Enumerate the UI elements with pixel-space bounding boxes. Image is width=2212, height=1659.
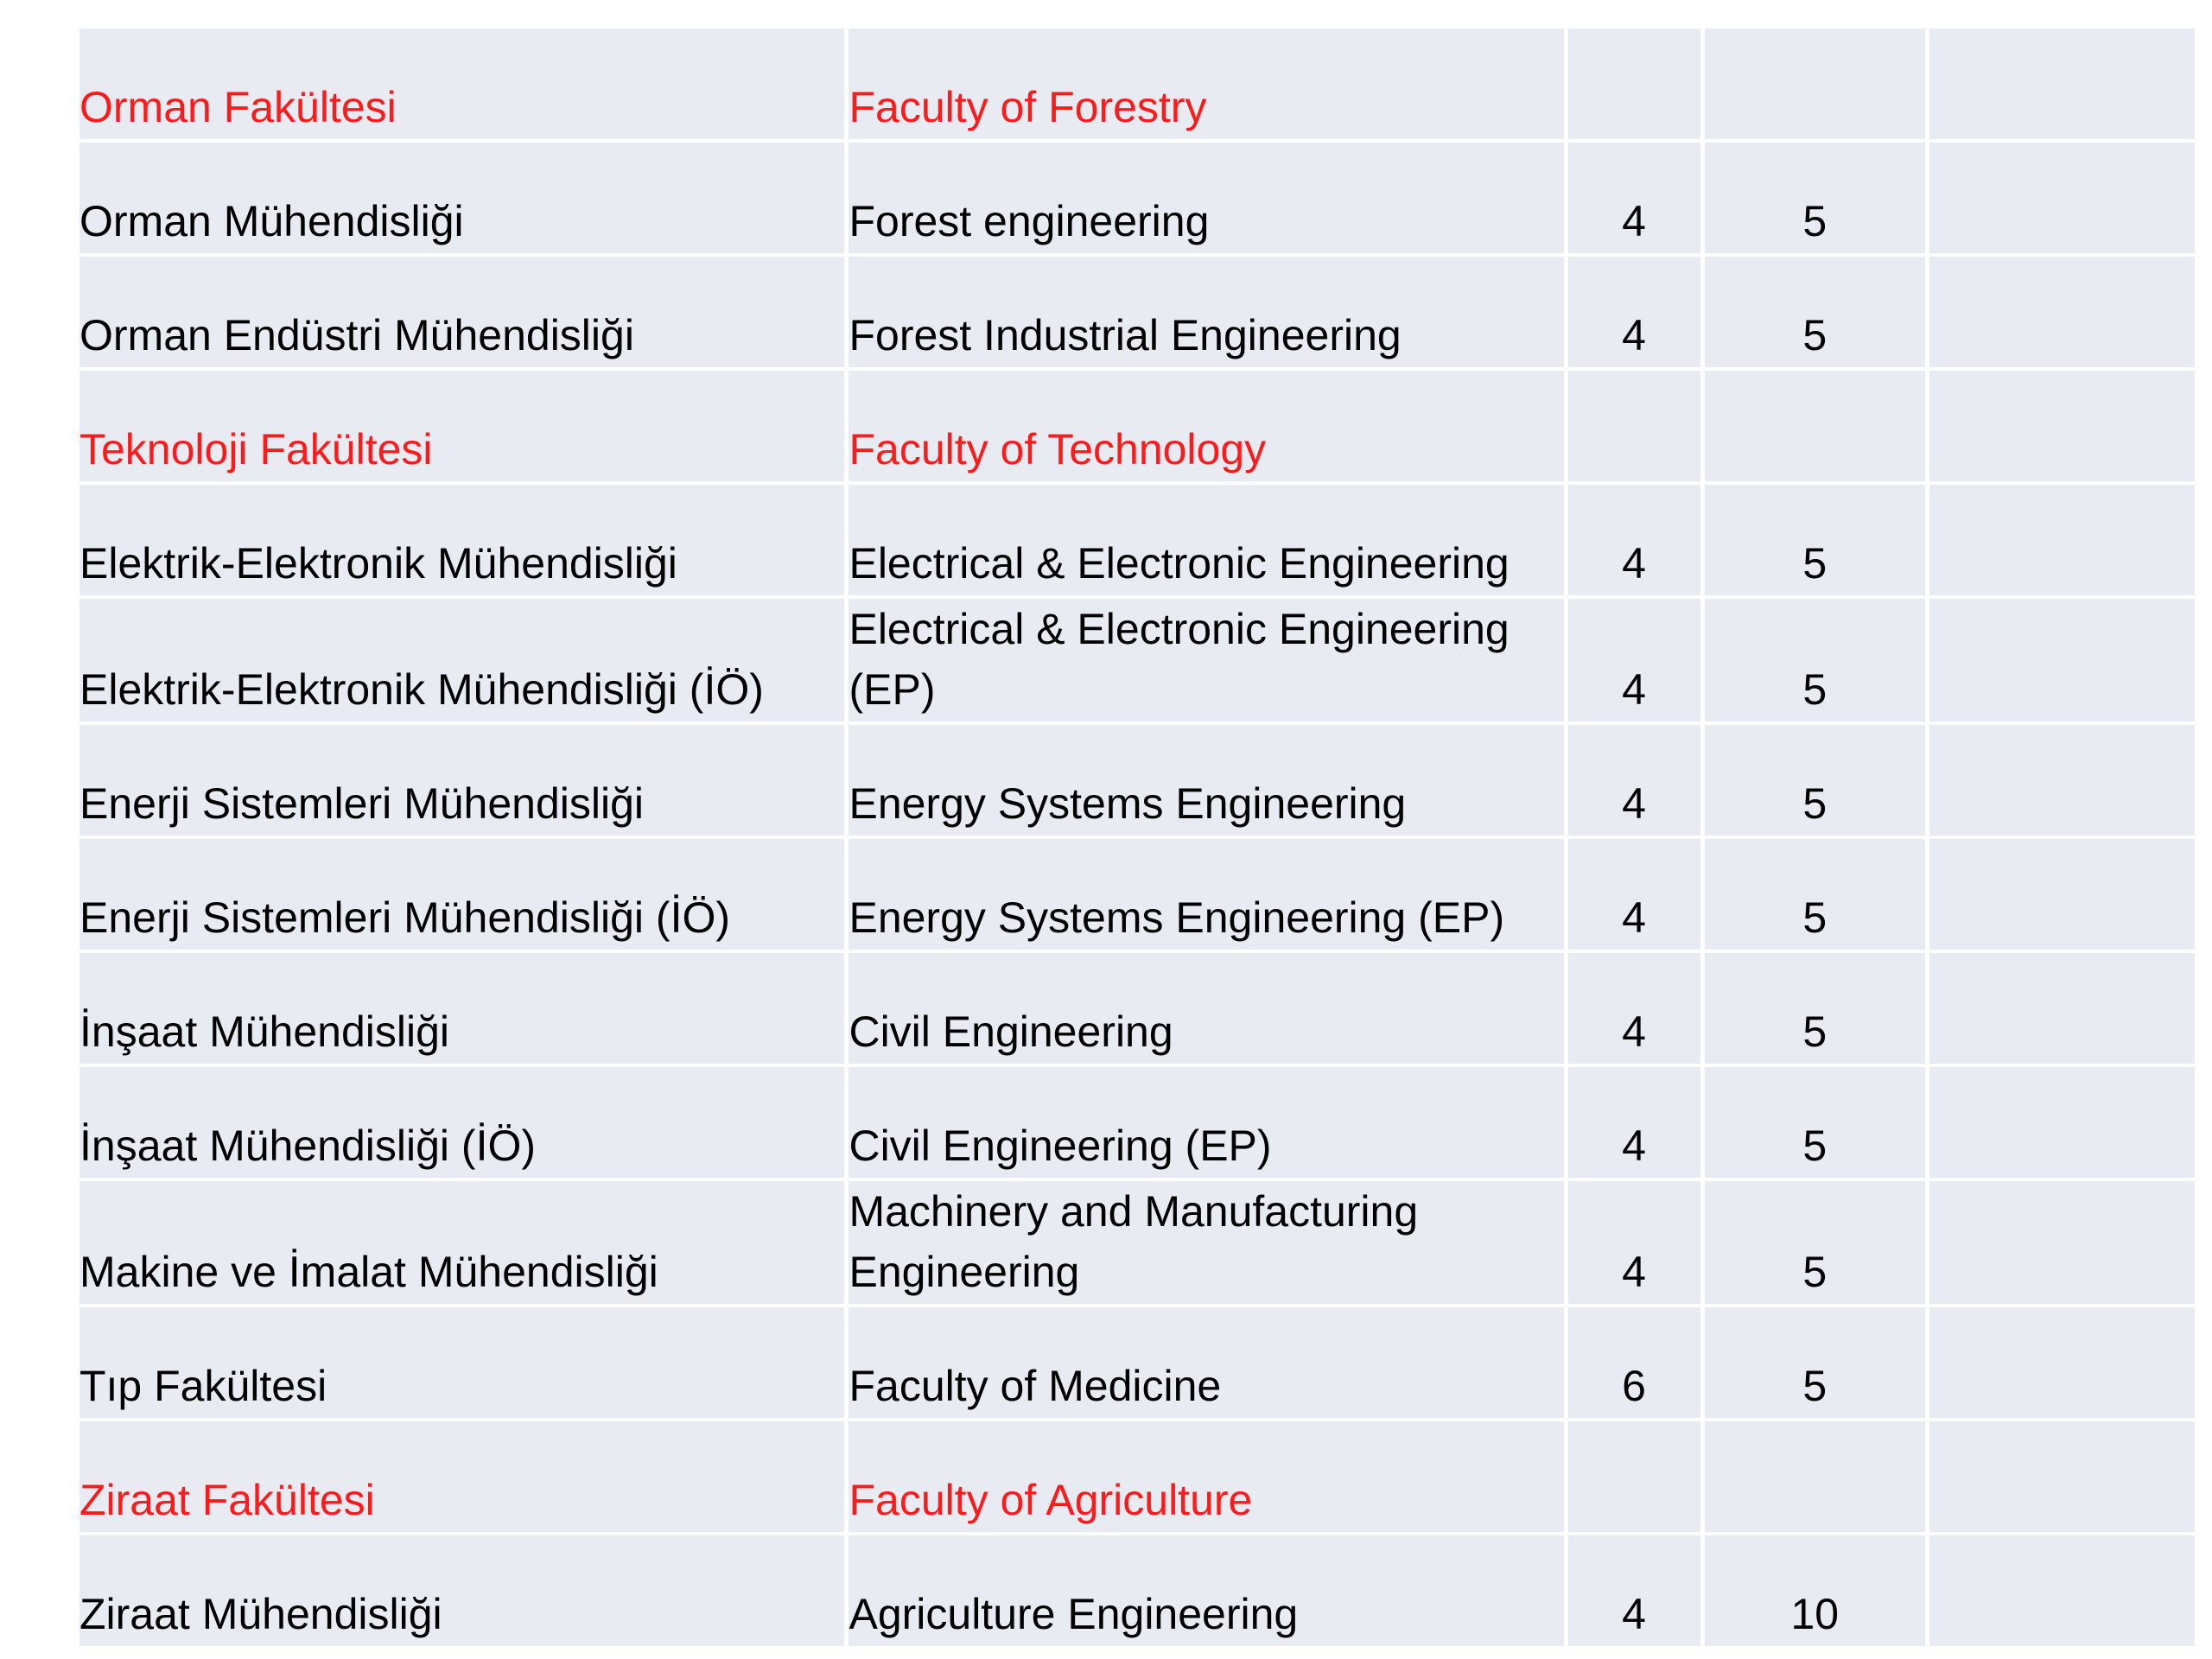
english-name-cell — [849, 371, 1563, 481]
table-row — [79, 485, 2195, 595]
english-name-cell — [849, 1535, 1563, 1646]
quota-value: 5 — [1802, 665, 1827, 714]
english-name-cell — [849, 1421, 1563, 1532]
years-cell — [1568, 1181, 1700, 1304]
extra-cell — [1929, 599, 2195, 721]
turkish-name: Teknoloji Fakültesi — [79, 425, 433, 474]
turkish-name: Enerji Sistemleri Mühendisliği — [79, 779, 645, 828]
english-name-cell — [849, 1067, 1563, 1178]
quota-value: 10 — [1790, 1590, 1840, 1638]
english-name-cell — [849, 725, 1563, 836]
extra-value — [1929, 720, 2195, 721]
extra-value — [1929, 834, 2195, 836]
english-name: Civil Engineering — [849, 1007, 1173, 1056]
extra-value — [1929, 365, 2195, 367]
table-row — [79, 143, 2195, 253]
table-row-faculty-header — [79, 1421, 2195, 1532]
english-name: Forest engineering — [849, 197, 1210, 245]
turkish-name-cell — [79, 1307, 844, 1418]
table-row — [79, 257, 2195, 367]
english-name-cell — [849, 143, 1563, 253]
quota-value — [1705, 1530, 1926, 1532]
turkish-name: Orman Endüstri Mühendisliği — [79, 311, 634, 359]
extra-cell — [1929, 1307, 2195, 1418]
english-name-cell — [849, 29, 1563, 139]
english-name: Forest Industrial Engineering — [849, 311, 1402, 359]
quota-cell — [1705, 953, 1926, 1064]
turkish-name-cell — [79, 599, 844, 721]
years-value: 4 — [1622, 1590, 1646, 1638]
quota-value: 5 — [1802, 539, 1827, 588]
years-cell — [1568, 599, 1700, 721]
english-name: Agriculture Engineering — [849, 1590, 1299, 1638]
turkish-name: İnşaat Mühendisliği — [79, 1007, 450, 1056]
english-name-cell — [849, 1181, 1563, 1304]
table-row-faculty-header — [79, 29, 2195, 139]
table-row — [79, 725, 2195, 836]
quota-cell — [1705, 371, 1926, 481]
turkish-name-cell — [79, 839, 844, 950]
turkish-name-cell — [79, 953, 844, 1064]
quota-cell — [1705, 599, 1926, 721]
extra-cell — [1929, 725, 2195, 836]
turkish-name: Orman Fakültesi — [79, 83, 397, 131]
turkish-name-cell — [79, 143, 844, 253]
years-value: 4 — [1622, 539, 1646, 588]
quota-cell — [1705, 1067, 1926, 1178]
quota-cell — [1705, 1181, 1926, 1304]
turkish-name: Elektrik-Elektronik Mühendisliği (İÖ) — [79, 665, 764, 714]
extra-value — [1929, 594, 2195, 595]
english-name-cell — [849, 839, 1563, 950]
turkish-name-cell — [79, 1067, 844, 1178]
extra-value — [1929, 480, 2195, 481]
years-cell — [1568, 1421, 1700, 1532]
quota-cell — [1705, 257, 1926, 367]
turkish-name: İnşaat Mühendisliği (İÖ) — [79, 1122, 537, 1170]
quota-value — [1705, 137, 1926, 139]
years-cell — [1568, 143, 1700, 253]
quota-cell — [1705, 1421, 1926, 1532]
english-name: Faculty of Technology — [849, 425, 1267, 474]
quota-value: 5 — [1802, 779, 1827, 828]
turkish-name-cell — [79, 371, 844, 481]
quota-value: 5 — [1802, 893, 1827, 942]
years-value — [1568, 1530, 1700, 1532]
years-value: 6 — [1622, 1362, 1646, 1410]
years-value: 4 — [1622, 311, 1646, 359]
extra-cell — [1929, 1535, 2195, 1646]
years-cell — [1568, 29, 1700, 139]
extra-cell — [1929, 953, 2195, 1064]
programs-table — [75, 25, 2199, 1649]
years-cell — [1568, 485, 1700, 595]
turkish-name-cell — [79, 485, 844, 595]
english-name: Electrical & Electronic Engineering — [849, 539, 1510, 588]
table-row — [79, 1067, 2195, 1178]
english-name-cell — [849, 953, 1563, 1064]
programs-table-container — [79, 29, 2195, 1649]
years-value — [1568, 480, 1700, 481]
turkish-name: Ziraat Fakültesi — [79, 1476, 375, 1524]
extra-cell — [1929, 1181, 2195, 1304]
turkish-name: Tıp Fakültesi — [79, 1362, 327, 1410]
turkish-name: Orman Mühendisliği — [79, 197, 464, 245]
extra-cell — [1929, 143, 2195, 253]
table-row — [79, 1181, 2195, 1304]
quota-value: 5 — [1802, 311, 1827, 359]
quota-cell — [1705, 1307, 1926, 1418]
extra-value — [1929, 1062, 2195, 1064]
extra-cell — [1929, 371, 2195, 481]
quota-value — [1705, 480, 1926, 481]
years-value: 4 — [1622, 893, 1646, 942]
table-row — [79, 599, 2195, 721]
years-cell — [1568, 953, 1700, 1064]
extra-value — [1929, 948, 2195, 950]
turkish-name-cell — [79, 1421, 844, 1532]
years-value: 4 — [1622, 779, 1646, 828]
years-cell — [1568, 1307, 1700, 1418]
english-name-cell — [849, 485, 1563, 595]
extra-cell — [1929, 485, 2195, 595]
turkish-name: Enerji Sistemleri Mühendisliği (İÖ) — [79, 893, 731, 942]
english-name-cell — [849, 257, 1563, 367]
turkish-name-cell — [79, 29, 844, 139]
table-row — [79, 1307, 2195, 1418]
table-row — [79, 839, 2195, 950]
extra-value — [1929, 251, 2195, 253]
quota-cell — [1705, 725, 1926, 836]
extra-value — [1929, 1302, 2195, 1304]
extra-cell — [1929, 257, 2195, 367]
extra-value — [1929, 1176, 2195, 1178]
years-value: 4 — [1622, 665, 1646, 714]
extra-value — [1929, 1416, 2195, 1418]
years-value — [1568, 137, 1700, 139]
quota-value: 5 — [1802, 1007, 1827, 1056]
english-name: Civil Engineering (EP) — [849, 1122, 1272, 1170]
english-name: Faculty of Forestry — [849, 83, 1207, 131]
years-cell — [1568, 725, 1700, 836]
english-name: Energy Systems Engineering (EP) — [849, 893, 1505, 942]
english-name: Electrical & Electronic Engineering (EP) — [849, 605, 1510, 714]
extra-value — [1929, 1530, 2195, 1532]
english-name-cell — [849, 599, 1563, 721]
english-name-cell — [849, 1307, 1563, 1418]
years-cell — [1568, 257, 1700, 367]
quota-cell — [1705, 143, 1926, 253]
english-name: Machinery and Manufacturing Engineering — [849, 1187, 1419, 1296]
years-value: 4 — [1622, 1248, 1646, 1296]
turkish-name-cell — [79, 725, 844, 836]
years-cell — [1568, 371, 1700, 481]
table-row-faculty-header — [79, 371, 2195, 481]
turkish-name-cell — [79, 257, 844, 367]
extra-cell — [1929, 1421, 2195, 1532]
quota-value: 5 — [1802, 1122, 1827, 1170]
english-name: Faculty of Agriculture — [849, 1476, 1253, 1524]
extra-cell — [1929, 839, 2195, 950]
extra-cell — [1929, 1067, 2195, 1178]
years-cell — [1568, 839, 1700, 950]
turkish-name: Ziraat Mühendisliği — [79, 1590, 442, 1638]
years-value: 4 — [1622, 1007, 1646, 1056]
english-name: Energy Systems Engineering — [849, 779, 1407, 828]
quota-value: 5 — [1802, 1248, 1827, 1296]
quota-value: 5 — [1802, 1362, 1827, 1410]
quota-cell — [1705, 29, 1926, 139]
turkish-name: Makine ve İmalat Mühendisliği — [79, 1248, 658, 1296]
turkish-name-cell — [79, 1181, 844, 1304]
table-row — [79, 953, 2195, 1064]
table-row — [79, 1535, 2195, 1646]
english-name: Faculty of Medicine — [849, 1362, 1222, 1410]
turkish-name-cell — [79, 1535, 844, 1646]
years-value: 4 — [1622, 197, 1646, 245]
extra-value — [1929, 1644, 2195, 1646]
extra-cell — [1929, 29, 2195, 139]
quota-cell — [1705, 485, 1926, 595]
extra-value — [1929, 137, 2195, 139]
turkish-name: Elektrik-Elektronik Mühendisliği — [79, 539, 677, 588]
years-cell — [1568, 1067, 1700, 1178]
quota-value: 5 — [1802, 197, 1827, 245]
years-value: 4 — [1622, 1122, 1646, 1170]
quota-cell — [1705, 839, 1926, 950]
years-cell — [1568, 1535, 1700, 1646]
quota-cell — [1705, 1535, 1926, 1646]
